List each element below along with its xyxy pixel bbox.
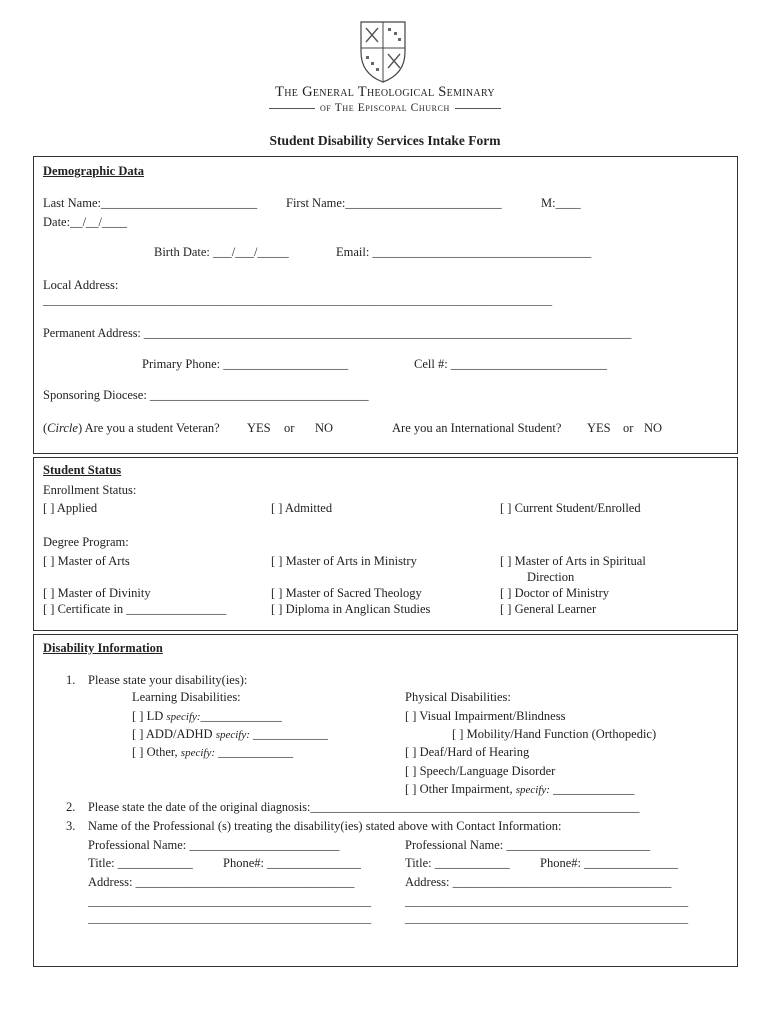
other-learning-checkbox[interactable] [132, 745, 293, 760]
ld-specify-field[interactable]: _____________ [200, 709, 282, 723]
international-question: Are you an International Student? [392, 421, 562, 435]
demographic-heading: Demographic Data [43, 164, 145, 178]
other-learning-specify: specify: [180, 747, 215, 759]
local-address-field[interactable]: ___________________________________________________________________________________________ [43, 295, 553, 307]
veteran-question-text: Are you a student Veteran? [84, 421, 220, 435]
form-title: Student Disability Services Intake Form [269, 133, 501, 148]
cell-phone-field[interactable]: Cell #: _________________________ [414, 357, 608, 371]
student-status-heading: Student Status [43, 463, 122, 477]
q1-number: 1. [66, 673, 76, 687]
institution-subtitle-text: of The Episcopal Church [320, 102, 450, 114]
other-impairment-specify-field[interactable]: _____________ [553, 782, 635, 796]
other-impairment-checkbox[interactable] [405, 782, 634, 797]
birth-date-field[interactable]: Birth Date: ___/___/_____ [154, 245, 289, 259]
q3-text: Name of the Professional (s) treating the disability(ies) stated above with Contact Information: [88, 819, 562, 833]
address-1-line-3[interactable]: ________________________________________________ [88, 911, 372, 925]
other-learning-specify-field[interactable]: ____________ [218, 745, 294, 759]
general-learner-checkbox[interactable]: [ ] General Learner [500, 602, 597, 616]
ld-specify: specify: [166, 711, 201, 723]
physical-disabilities-label: Physical Disabilities: [405, 690, 511, 704]
veteran-yes-option[interactable]: YES [247, 421, 271, 435]
sponsoring-diocese-field[interactable]: Sponsoring Diocese: ___________________________________ [43, 388, 369, 402]
middle-initial-field[interactable]: M:____ [541, 196, 581, 210]
other-learning-label: [ ] Other, [132, 745, 178, 759]
diagnosis-date-field[interactable]: Please state the date of the original diagnosis:______________________________________________________ [88, 800, 640, 814]
ma-ministry-checkbox[interactable]: [ ] Master of Arts in Ministry [271, 554, 417, 568]
master-of-arts-checkbox[interactable]: [ ] Master of Arts [43, 554, 130, 568]
ld-checkbox[interactable] [132, 709, 282, 724]
q3-number: 3. [66, 819, 76, 833]
institution-name: The General Theological Seminary [275, 84, 495, 100]
diploma-anglican-checkbox[interactable]: [ ] Diploma in Anglican Studies [271, 602, 431, 616]
certificate-checkbox[interactable]: [ ] Certificate in ________________ [43, 602, 227, 616]
adhd-checkbox[interactable] [132, 727, 328, 742]
ma-spiritual-direction-checkbox[interactable]: [ ] Master of Arts in Spiritual [500, 554, 646, 568]
adhd-specify: specify: [215, 729, 250, 741]
address-2-field[interactable]: Address: ___________________________________ [405, 875, 672, 889]
enrollment-status-label: Enrollment Status: [43, 483, 137, 497]
professional-name-1-field[interactable]: Professional Name: ________________________ [88, 838, 340, 852]
master-of-divinity-checkbox[interactable]: [ ] Master of Divinity [43, 586, 151, 600]
doctor-of-ministry-checkbox[interactable]: [ ] Doctor of Ministry [500, 586, 610, 600]
permanent-address-field[interactable]: Permanent Address: ________________________________________________________________________________ [43, 326, 632, 340]
local-address-label: Local Address: [43, 278, 119, 292]
deaf-checkbox[interactable]: [ ] Deaf/Hard of Hearing [405, 745, 530, 759]
adhd-label: [ ] ADD/ADHD [132, 727, 213, 741]
veteran-question: (Circle) Are you a student Veteran? [43, 421, 220, 435]
visual-impairment-checkbox[interactable]: [ ] Visual Impairment/Blindness [405, 709, 566, 723]
address-2-line-3[interactable]: ________________________________________________ [405, 911, 689, 925]
phone-2-field[interactable]: Phone#: _______________ [540, 856, 678, 870]
applied-checkbox[interactable]: [ ] Applied [43, 501, 98, 515]
title-1-field[interactable]: Title: ____________ [88, 856, 193, 870]
other-impairment-label: [ ] Other Impairment, [405, 782, 513, 796]
mobility-checkbox[interactable]: [ ] Mobility/Hand Function (Orthopedic) [452, 727, 657, 741]
admitted-checkbox[interactable]: [ ] Admitted [271, 501, 333, 515]
q1-text: Please state your disability(ies): [88, 673, 248, 687]
international-yes-option[interactable]: YES [587, 421, 611, 435]
first-name-field[interactable]: First Name:_________________________ [286, 196, 502, 210]
other-impairment-specify: specify: [515, 784, 550, 796]
seminary-crest-icon [358, 18, 408, 84]
learning-disabilities-label: Learning Disabilities: [132, 690, 241, 704]
phone-1-field[interactable]: Phone#: _______________ [223, 856, 361, 870]
email-field[interactable]: Email: ___________________________________ [336, 245, 592, 259]
address-2-line-2[interactable]: ________________________________________________ [405, 894, 689, 908]
master-sacred-theology-checkbox[interactable]: [ ] Master of Sacred Theology [271, 586, 422, 600]
circle-instruction: Circle [47, 421, 78, 435]
ma-spiritual-direction-cont: Direction [527, 570, 575, 584]
address-1-field[interactable]: Address: ___________________________________ [88, 875, 355, 889]
international-or: or [623, 421, 634, 435]
professional-name-2-field[interactable]: Professional Name: _______________________ [405, 838, 651, 852]
current-student-checkbox[interactable]: [ ] Current Student/Enrolled [500, 501, 641, 515]
q2-number: 2. [66, 800, 76, 814]
disability-heading: Disability Information [43, 641, 163, 655]
address-1-line-2[interactable]: ________________________________________________ [88, 894, 372, 908]
date-field[interactable]: Date:__/__/____ [43, 215, 128, 229]
speech-language-checkbox[interactable]: [ ] Speech/Language Disorder [405, 764, 556, 778]
degree-program-label: Degree Program: [43, 535, 129, 549]
veteran-no-option[interactable]: NO [315, 421, 334, 435]
ld-label: [ ] LD [132, 709, 164, 723]
veteran-or: or [284, 421, 295, 435]
institution-subtitle [0, 102, 770, 114]
adhd-specify-field[interactable]: ____________ [253, 727, 329, 741]
last-name-field[interactable]: Last Name:_________________________ [43, 196, 258, 210]
international-no-option[interactable]: NO [644, 421, 663, 435]
primary-phone-field[interactable]: Primary Phone: ____________________ [142, 357, 349, 371]
title-2-field[interactable]: Title: ____________ [405, 856, 510, 870]
